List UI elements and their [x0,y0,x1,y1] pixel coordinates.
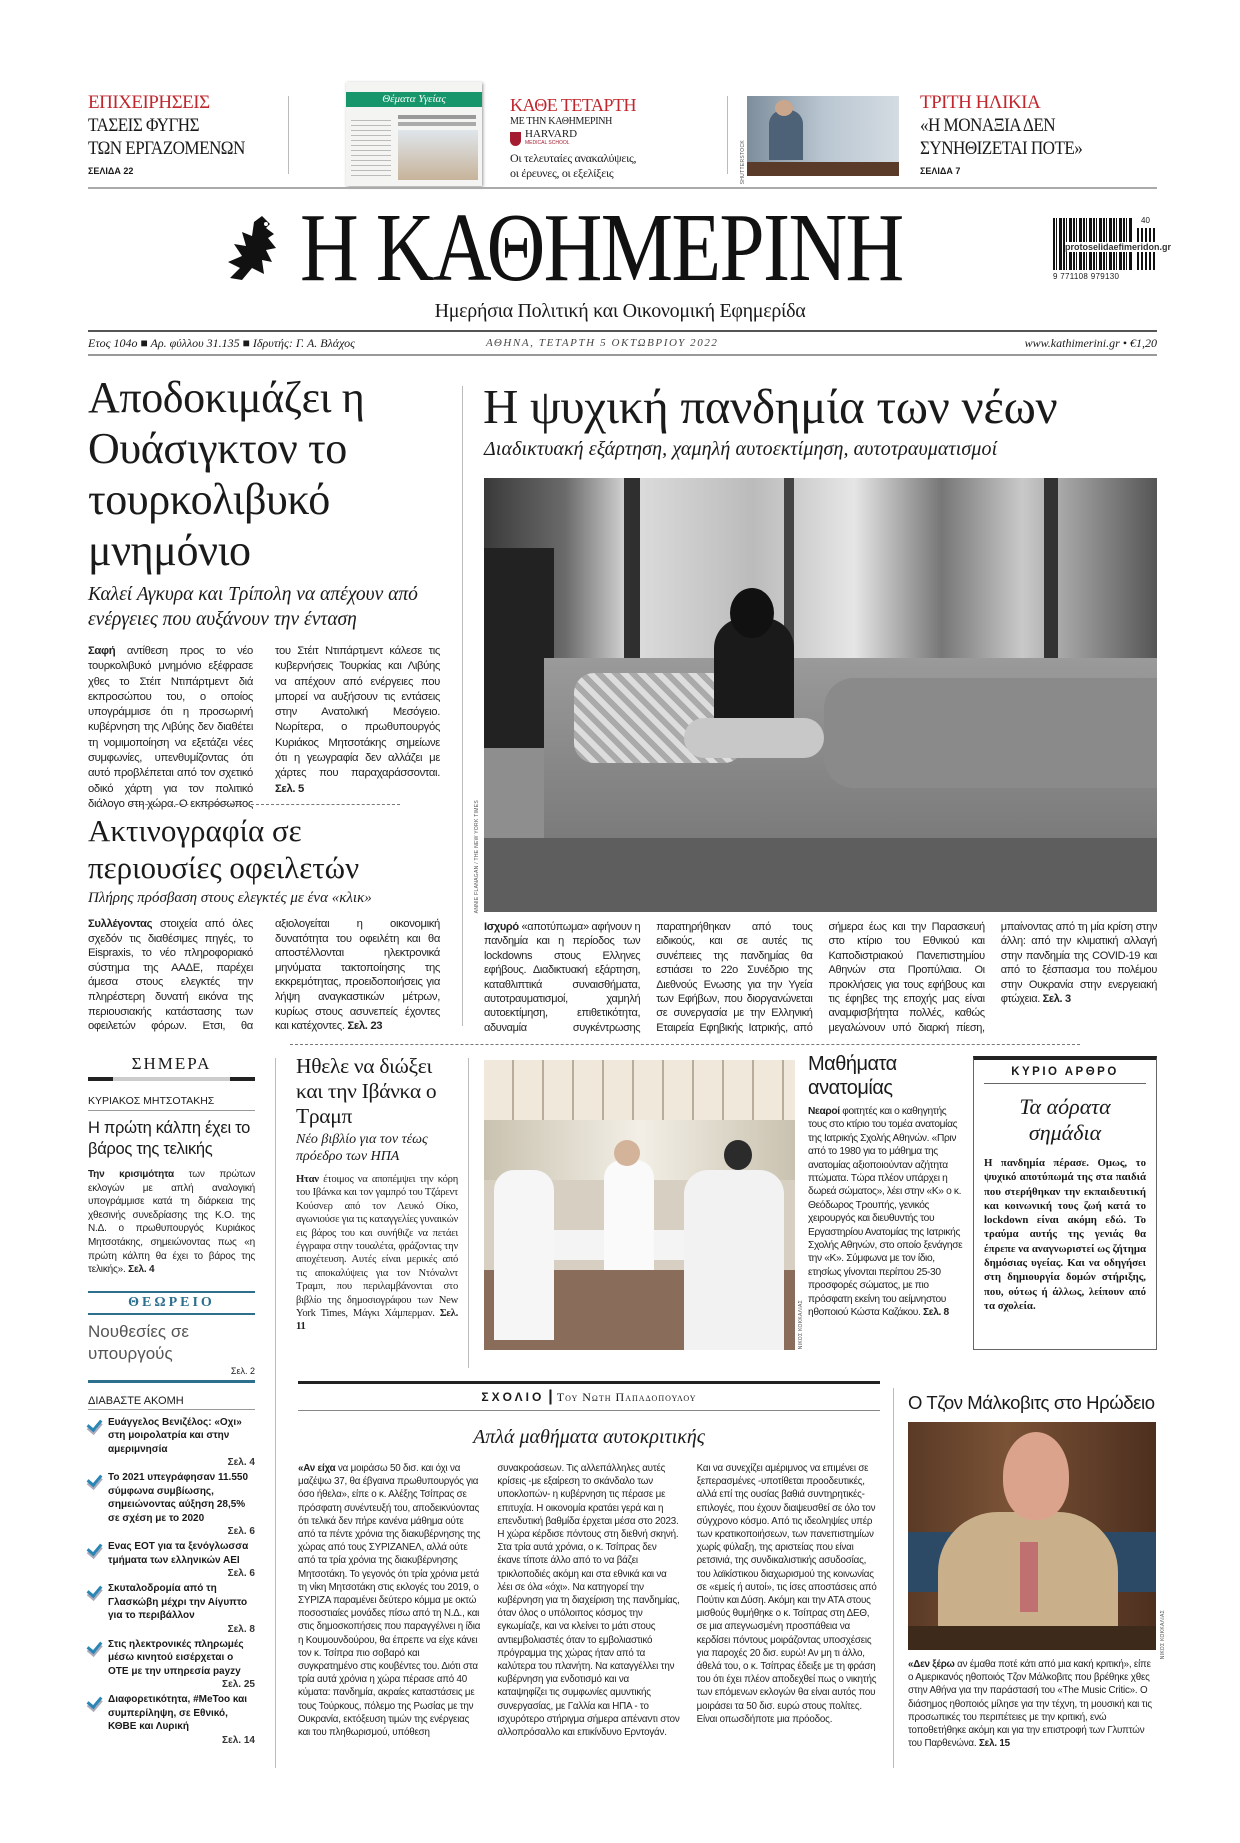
page-ref: Σελ. 8 [227,1623,255,1635]
editorial-box[interactable] [973,1056,1157,1350]
comment-label: ΣΧΟΛΙΟ [481,1390,545,1404]
website-price: www.kathimerini.gr • €1,20 [1024,336,1157,350]
promo-title-line: ΣΥΝΗΘΙΖΕΤΑΙ ΠΟΤΕ» [920,138,1083,159]
promo-page: ΣΕΛΙΔΑ 7 [920,166,961,176]
read-more-item[interactable] [88,1582,255,1635]
harvard-label: HARVARD [525,128,578,140]
checkmark-icon [88,1582,104,1596]
page-ref: Σελ. 11 [296,1308,458,1333]
page-ref: Σελ. 6 [227,1526,255,1538]
headline: Ηθελε να διώξει και την Ιβάνκα ο Τραμπ [296,1054,437,1128]
page-ref: Σελ. 4 [128,1264,155,1276]
watermark: protoselidaefimeridon.gr [1065,242,1172,252]
promo-title-line: ΤΑΣΕΙΣ ΦΥΓΗΣ [88,115,200,136]
today-sidebar[interactable] [88,1054,255,1749]
main-headline[interactable]: Η ψυχική πανδημία των νέων [483,379,1058,434]
story-turkey-libya[interactable] [88,372,440,812]
story-trump[interactable] [296,1054,458,1334]
comment-author: Του Νωτη Παπαδοπουλου [556,1390,697,1404]
promo-desc: οι έρευνες, οι εξελίξεις [510,166,614,180]
malkovich-body: «Δεν ξέρω αν έμαθα ποτέ κάτι από μια κακή κριτική», είπε ο Αμερικανός ηθοποιός Τζον Μάλκοβιτς που βρέθηκε χθες στην Αθήνα για την παράστασή του «The Music Critic». Ο διάσημος ηθοποιός μίλησε για την τέχνη, τη μουσική και τις προσωπικές του περιπέτειες με την κριτική, ενώ τοποθετήθηκε ακόμη και για την επιστροφή των Γλυπτών του Παρθενώνα. Σελ. 15 [908,1659,1152,1750]
story-debtors[interactable] [88,812,440,1034]
promo-center[interactable] [510,94,690,181]
read-more-item[interactable] [88,1638,255,1691]
health-supplement-cover[interactable] [346,82,482,186]
editorial-header: ΚΥΡΙΟ ΑΡΘΡΟ [984,1066,1146,1084]
deck: Νέο βιβλίο για τον τέως πρόεδρο των ΗΠΑ [296,1132,428,1164]
photo-credit: SHUTTERSTOCK [740,140,746,185]
harvard-sub: MEDICAL SCHOOL [525,140,570,146]
photo-credit: ΝΙΚΟΣ ΚΟΚΚΑΛΙΑΣ [798,1300,804,1350]
headline: Η πρώτη κάλπη έχει το βάρος της τελικής [88,1119,250,1158]
read-more-text: Ευάγγελος Βενιζέλος: «Οχι» στη μοιρολατρία και στην αμεριμνησία [108,1416,242,1455]
barcode [1053,216,1172,284]
promo-desc: Οι τελευταίες ανακαλύψεις, [510,151,637,165]
section-header: ΣΗΜΕΡΑ [131,1054,212,1073]
headline: Ακτινογραφία σε περιουσίες οφειλετών [88,813,360,885]
date-line: ΑΘΗΝΑ, ΤΕΤΑΡΤΗ 5 ΟΚΤΩΒΡΙΟΥ 2022 [486,337,719,349]
promo-right[interactable] [920,92,1160,176]
article-body: Σαφή αντίθεση προς το νέο τουρκολιβυκό μνημόνιο εξέφρασε χθες το Στέιτ Ντιπάρτμεντ διά εκπροσώπου του, ο οποίος υπογράμμισε ότι η προσωρινή κυβέρνηση της Λιβύης δεν διαθέτει τη νομιμοποίηση να εξετάζει νέες συμφωνίες, υπενθυμίζοντας ότι αυτό προβλέπεται από τον σχετικό οδικό χάρτη για τον πολιτικό διάλογο στη χώρα. Ο εκπρόσωπος του Στέιτ Ντιπάρτμεντ κάλεσε τις κυβερνήσεις Τουρκίας και Λιβύης να απέχουν από ενέργειες που μπορεί να αυξήσουν τις εντάσεις στην Ανατολική Μεσόγειο. Νωρίτερα, ο πρωθυπουργός Κυριάκος Μητσοτάκης σημείωνε ότι η γεωγραφία δεν αλλάζει με χάρτες που παραχαράσσονται. Σελ. 5 [88,645,440,810]
article-body: Συλλέγοντας στοιχεία από όλες σχεδόν τις διαθέσιμες πηγές, το Eispraxis, το νέο πληροφοριακό σύστημα της ΑΑΔΕ, παρέχει άμεσα στους ελεγκτές την πληρέστερη δυνατή εικόνα της περιουσιακής κατάστασης των οφειλετών φόρων. Ετσι, θα αξιολογείται η οικονομική δυνατότητα του οφειλέτη και θα αποστέλλονται ηλεκτρονικά μηνύματα τακτοποίησης της εκκρεμότητας, προειδοποιήσεις για λήψη αναγκαστικών μέτρων, κυρίως στους ασυνεπείς έχοντες και κατέχοντες. Σελ. 23 [88,918,440,1033]
main-deck: Διαδικτυακή εξάρτηση, χαμηλή αυτοεκτίμηση, αυτοτραυματισμοί [484,438,998,460]
photo-credit: ANNIE FLANAGAN / THE NEW YORK TIMES [474,800,480,914]
read-more-item[interactable] [88,1693,255,1746]
article-body: Νεαροί φοιτητές και ο καθηγητής τους στο κτίριο του τομέα ανατομίας της Ιατρικής Σχολής Αθηνών. «Πριν από το 1980 για το μάθημα της ανατομίας αξιοποιούνταν αζήτητα πτώματα. Τώρα πλέον υπάρχει η δωρεά σώματος», λέει στην «Κ» ο κ. Θεόδωρος Τρουπής, γενικός χειρουργός και διευθυντής του Εργαστηρίου Ανατομίας της Ιατρικής Σχολής Αθηνών, στο οποίο ξενάγησε την «Κ». Σύμφωνα με τον ίδιο, ετησίως γίνονται περίπου 25-30 προσφορές σώματος, με πιο πρόσφατη εκείνη του αείμνηστου ηθοποιού Κώστα Καζάκου. Σελ. 8 [808,1106,963,1319]
article-body: Ηταν έτοιμος να αποπέμψει την κόρη του Ιβάνκα και τον γαμπρό του Τζάρεντ Κούσνερ από τον Λευκό Οίκο, αγωνιούσε για τις καταγγελίες γυναικών εις βάρος του και συνήθιζε να πετάει έγγραφα στην τουαλέτα, φράζοντας την αποχέτευση. Αυτές είναι μερικές από τις αποκαλύψεις για τον Ντόναλντ Τραμπ, που περιλαμβάνονται στο βιβλίο της δημοσιογράφου των New York Times, Μάγκι Χάμπερμαν. Σελ. 11 [296,1174,459,1333]
malkovich-headline[interactable]: Ο Τζον Μάλκοβιτς στο Ηρώδειο [908,1392,1155,1413]
read-more-text: Στις ηλεκτρονικές πληρωμές μέσω κινητού εισέρχεται ο ΟΤΕ με την υπηρεσία payzy [108,1638,244,1677]
promo-kicker: ΕΠΙΧΕΙΡΗΣΕΙΣ [88,92,210,113]
promo-left[interactable] [88,92,288,176]
promo-kicker: ΤΡΙΤΗ ΗΛΙΚΙΑ [920,92,1041,113]
griffin-logo-icon [222,212,292,284]
editorial-title: Τα αόρατα σημάδια [1019,1094,1111,1145]
promo-kicker: ΚΑΘΕ ΤΕΤΑΡΤΗ [510,95,636,115]
read-more-item[interactable] [88,1416,255,1469]
story-anatomy[interactable] [808,1052,965,1320]
promo-sub: ΜΕ ΤΗΝ ΚΑΘΗΜΕΡΙΝΗ [510,116,613,127]
page-ref: Σελ. 6 [227,1568,255,1580]
deck: Πλήρης πρόσβαση στους ελεγκτές με ένα «κλικ» [88,890,372,906]
headline: Μαθήματα ανατομίας [808,1053,897,1099]
page-ref: Σελ. 15 [978,1738,1010,1750]
barcode-number: 9 771108 979130 [1053,272,1120,281]
page-ref: Σελ. 8 [922,1307,949,1319]
checkmark-icon [88,1638,104,1652]
section-header-theoreio: ΘΕΩΡΕΙΟ [128,1294,215,1310]
checkmark-icon [88,1693,104,1707]
comment-body: «Αν είχα να μοιράσω 50 δισ. και όχι να μαζέψω 37, θα έβγαινα πρωθυπουργός για όσο ήθελα», είπε ο κ. Αλέξης Τσίπρας σε πρόσφατη συνέντευξή του, αποδεικνύοντας ότι τελικά δεν πήρε κανένα μάθημα ούτε από τα πέντε χρόνια της διακυβέρνησης της χώρας από τους ΣΥΡΙΖΑΝΕΛ, αλλά ούτε από τα τρία χρόνια της διακυβέρνησης Μητσοτάκη. Το γεγονός ότι τρία χρόνια μετά τη νίκη Μητσοτάκη στις εκλογές του 2019, ο ΣΥΡΙΖΑ παραμένει δεύτερο κόμμα με οκτώ ποσοστιαίες μονάδες πίσω από τη Ν.Δ., και στις δημοσκοπήσεις που παραγγέλνει η ίδια η Κουμουνδούρου, θα έπρεπε να είχε κάνει τον κ. Τσίπρα πιο σοβαρό και συγκρατημένο στις κουβέντες του. Διότι στα τρία αυτά χρόνια η χώρα πέρασε από 40 κύματα: πανδημία, ακραίες καταστάσεις με τους Τούρκους, πόλεμο της Ρωσίας με την Ουκρανία, εκτόξευση τιμών της ενέργειας και του πληθωρισμού, υπόθεση συνακροάσεων. Τις αλλεπάλληλες αυτές κρίσεις -με εξαίρεση το σκάνδαλο των υποκλοπών- η κυβέρνηση τις πέρασε με επιτυχία. Η οικονομία κρατάει γερά και η επενδυτική βαθμίδα έρχεται μέσα στο 2023. Η χώρα κέρδισε πόντους στη διεθνή σκηνή. Στα τρία αυτά χρόνια, ο κ. Τσίπρας δεν έκανε τίποτε άλλο από το να βάζει τρικλοποδιές ακόμη και στα εθνικά και να λέει σε όλα «όχι». Να κατηγορεί την κυβέρνηση για τη διαχείριση της πανδημίας, όταν όλος ο υπόλοιπος κόσμος την εγκωμίαζε, και να κλείνει το μάτι στους αντιεμβολιαστές όταν το εμβολιαστικό πρόγραμμα της χώρας ήταν από τα καλύτερα του πλανήτη. Να καταγγέλλει την κυβέρνηση για ενδοτισμό και να καταψηφίζει τις συμφωνίες αμυντικής συνεργασίας, με Γαλλία και ΗΠΑ - το ισχυρότερο στήριγμα σήμερα απέναντι στον αλλοπρόσαλλο και επικίνδυνο Ερντογάν. Και να συνεχίζει αμέριμνος να επιμένει σε ξεπερασμένες -υποτίθεται προοδευτικές, αλλά επί της ουσίας βαθιά συντηρητικές- επιλογές, που έχουν διαψευσθεί σε όλο τον σύγχρονο κόσμο. Από τις ιδεοληψίες υπέρ των κρατικοποιήσεων, των πανεπιστημίων χωρίς φύλαξη, της αριστείας που είναι ρετσινιά, της συνδικαλιστικής ασυδοσίας, του λαϊκίστικου διαχωρισμού της κοινωνίας σε «εμείς ή αυτοί», τις ίσες αποστάσεις από Πούτιν και Δύση. Ακόμη και την ΑΤΑ στους μισθούς θυμήθηκε ο κ. Τσίπρας στη ΔΕΘ, σε μια απεγνωσμένη προσπάθεια να κερδίσει πόντους μοιράζοντας υποσχέσεις για παροχές 20 δισ. ευρώ! Αν μη τι άλλο, άθελά του, ο κ. Τσίπρας έδειξε με τη φράση του ότι έχει πλέον αποδεχθεί πως ο νικητής των επόμενων εκλογών θα είναι αυτός που μοιράσει τα 50 δισ. ευρώ στους πολίτες. Είναι οπωσδήποτε μια πρόοδος. [298,1463,877,1739]
page-ref: Σελ. 5 [275,782,304,795]
editorial-body: Η πανδημία πέρασε. Ομως, το ψυχικό αποτύπωμά της στα παιδιά που στερήθηκαν την εκπαιδευτική και κοινωνική τους ζωή κατά το lockdown είναι ακόμη εδώ. Το τραύμα αυτής της γενιάς θα έπρεπε να αναγνωριστεί ως ζήτημα δημόσιας υγείας. Και να οδηγήσει στη δημιουργία δομών στήριξης, που, ούτως ή άλλως, λείπουν από τα σχολεία. [984,1157,1146,1312]
photo-credit: ΝΙΚΟΣ ΚΟΚΚΑΛΙΑΣ [1160,1610,1166,1660]
promo-title-line: ΤΩΝ ΕΡΓΑΖΟΜΕΝΩΝ [88,138,245,159]
read-more-text: Διαφορετικότητα, #MeToo και συμπερίληψη, σε Εθνικό, ΚΘΒΕ και Λυρική [108,1694,248,1733]
page-ref: Σελ. 14 [222,1734,255,1746]
read-more-item[interactable] [88,1471,255,1537]
read-more-text: Σκυταλοδρομία από τη Γλασκώβη μέχρι την Αίγυπτο για το περιβάλλον [108,1583,248,1622]
article-body: Την κρισιμότητα των πρώτων εκλογών με απλή αναλογική υπογράμμισε κατά τη διάρκεια της χθεσινής συνεδρίασης της Κ.Ο. της Ν.Δ. ο πρωθυπουργός Κυριάκος Μητσοτάκης, σημειώνοντας πως «η πρώτη κάλπη θα έχει το βάρος της τελικής». Σελ. 4 [88,1169,255,1276]
page-ref: Σελ. 3 [1042,993,1071,1006]
barcode-issue: 40 [1141,216,1150,225]
read-more-list [88,1416,255,1746]
malkovich-photo [908,1422,1156,1650]
page-ref: Σελ. 4 [227,1457,255,1469]
read-more-item[interactable] [88,1540,255,1579]
checkmark-icon [88,1416,104,1430]
comment-header: ΣΧΟΛΙΟ | Του Νωτη Παπαδοπουλου [298,1388,880,1411]
deck: Καλεί Αγκυρα και Τρίπολη να απέχουν από ενέργειες που αυξάνουν την ένταση [88,584,418,630]
page-ref: Σελ. 25 [222,1679,255,1691]
page-ref: Σελ. 23 [347,1020,383,1033]
kicker: ΚΥΡΙΑΚΟΣ ΜΗΤΣΟΤΑΚΗΣ [88,1095,255,1111]
anatomy-class-photo [484,1060,795,1350]
theoreio-title: Νουθεσίες σε υπουργούς [88,1321,189,1363]
promo-elderly-photo [747,96,899,176]
promo-page: ΣΕΛΙΔΑ 22 [88,166,134,176]
cover-title: Θέματα Υγείας [346,92,482,107]
main-article-body: Ισχυρό «αποτύπωμα» αφήνουν η πανδημία και η περίοδος των lockdowns στους Ελληνες εφήβους. Διαδικτυακή εξάρτηση, καταθλιπτικά συναισθήματα, αυτοτραυματισμοί, χαμηλή αυτοεκτίμηση, επιθετικότητα, αδυναμία συγκέντρωσης παρατηρήθηκαν από τους ειδικούς, και σε αυτές τις συνέπειες της πανδημίας θα εστιάσει το 22ο Συνέδριο της Διεθνούς Ενωσης για την Υγεία των Εφήβων, που διοργανώνεται σε συνεργασία με την Ελληνική Εταιρεία Εφηβικής Ιατρικής, από σήμερα έως και την Παρασκευή στο κτίριο του Εθνικού και Καποδιστριακού Πανεπιστημίου Αθηνών στα Προπύλαια. Οι προκλήσεις για τους εφήβους και τις έφηβες της εποχής μας είναι αναμφισβήτητα πολλές, καθώς μεγαλώνουν υπό διαρκή πίεση, μπαίνοντας από τη μία κρίση στην άλλη: από την κλιματική αλλαγή στην πανδημία της COVID-19 και από το ξέσπασμα του πολέμου στην Ουκρανία στην ενεργειακή φτώχεια. Σελ. 3 [484,921,1157,1034]
headline: Αποδοκιμάζει η Ουάσιγκτον το τουρκολιβυκό μνημόνιο [88,373,365,575]
masthead-subtitle: Ημερήσια Πολιτική και Οικονομική Εφημερίδα [434,300,806,322]
checkmark-icon [88,1471,104,1485]
harvard-shield-icon [510,132,521,146]
issue-info: Ετος 104ο ■ Αρ. φύλλου 31.135 ■ Ιδρυτής: Γ. Α. Βλάχος [88,336,355,350]
read-more-text: Το 2021 υπεγράφησαν 11.550 σύμφωνα συμβίωσης, σημειώνοντας αύξηση 28,5% σε σχέση με το 2020 [108,1472,249,1524]
masthead-title: Η ΚΑΘΗΜΕΡΙΝΗ [300,194,903,302]
read-more-text: Ενας ΕΟΤ για τα ξενόγλωσσα τμήματα των ελληνικών ΑΕΙ [108,1541,249,1566]
page-ref: Σελ. 2 [230,1365,255,1376]
promo-title-line: «Η ΜΟΝΑΞΙΑ ΔΕΝ [920,115,1056,136]
comment-title[interactable]: Απλά μαθήματα αυτοκριτικής [473,1426,705,1448]
main-photo-teen-on-sofa [484,478,1157,912]
read-more-header: ΔΙΑΒΑΣΤΕ ΑΚΟΜΗ [88,1395,255,1410]
checkmark-icon [88,1540,104,1554]
